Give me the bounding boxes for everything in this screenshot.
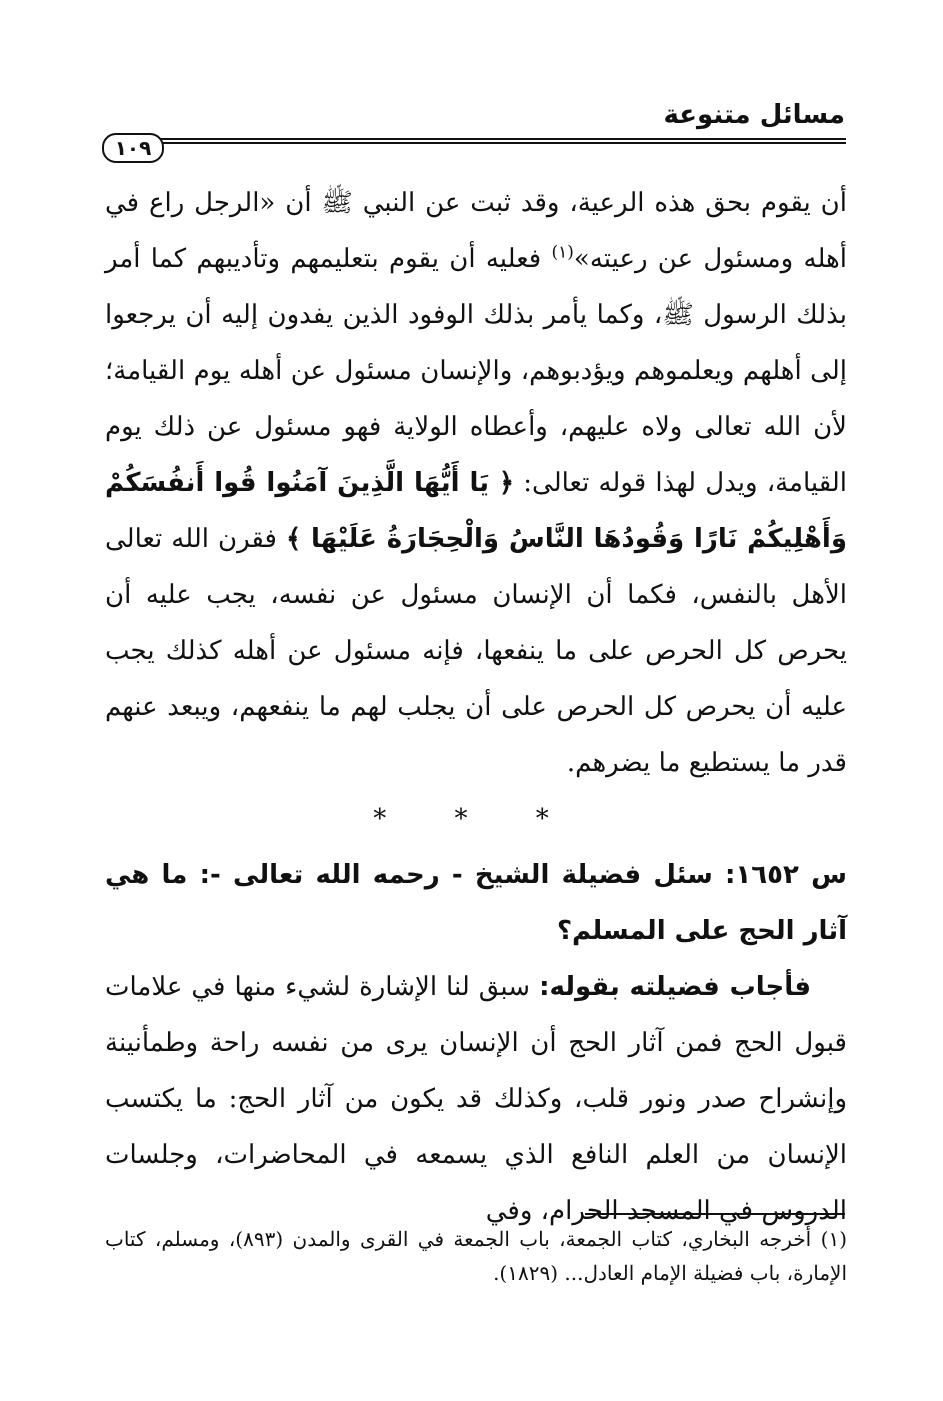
- quran-verse: ﴿ يَا أَيُّهَا الَّذِينَ آمَنُوا قُوا أَنفُسَكُمْ وَأَهْلِيكُمْ نَارًا وَقُودُهَا النَّاسُ وَالْحِجَارَةُ عَلَيْهَا ﴾: [105, 468, 847, 554]
- section-separator: * * *: [373, 804, 579, 834]
- answer-text: سبق لنا الإشارة لشيء منها في علامات قبول الحج فمن آثار الحج أن الإنسان يرى من نفسه راحة وطمأنينة وإنشراح صدر ونور قلب، وكذلك قد يكون من آثار الحج: ما يكتسب الإنسان من العلم النافع الذي يسمعه في المحاضرات، وجلسات الدروس في المسجد الحرام، وفي: [105, 972, 847, 1226]
- paragraph-1-text-b: فعليه أن يقوم بتعليمهم وتأديبهم كما أمر بذلك الرسول ﷺ، وكما يأمر بذلك الوفود الذين يفدون إليه أن يرجعوا إلى أهلهم ويعلموهم ويؤدبوهم، والإنسان مسئول عن أهله يوم القيامة؛ لأن الله تعالى ولاه عليهم، وأعطاه الولاية فهو مسئول عن ذلك يوم القيامة، ويدل لهذا قوله تعالى:: [105, 244, 848, 498]
- footnote-rule: [585, 1213, 845, 1215]
- question-heading: س ١٦٥٢: سئل فضيلة الشيخ - رحمه الله تعالى -: ما هي آثار الحج على المسلم؟: [105, 860, 847, 946]
- header-rule: [160, 138, 846, 144]
- main-text: [105, 175, 847, 1239]
- answer-paragraph: [105, 959, 847, 1239]
- running-title: مسائل متنوعة: [663, 100, 845, 130]
- page-number: ١٠٩: [102, 133, 164, 163]
- paragraph-1-text-c: فقرن الله تعالى الأهل بالنفس، فكما أن الإنسان مسئول عن نفسه، يجب عليه أن يحرص كل الحرص على ما ينفعها، فإنه مسئول عن أهله كذلك يجب عليه أن يحرص كل الحرص على أن يجلب لهم ما ينفعهم، ويبعد عنهم قدر ما يستطيع ما يضرهم.: [105, 524, 847, 778]
- footnote: [105, 1222, 847, 1290]
- footnote-reference: (١): [551, 242, 574, 263]
- paragraph-1-text-a: أن يقوم بحق هذه الرعية، وقد ثبت عن النبي ﷺ أن «الرجل راع في أهله ومسئول عن رعيته»: [105, 188, 847, 274]
- answer-lead: فأجاب فضيلته بقوله:: [539, 972, 811, 1002]
- footnote-text: (١) أخرجه البخاري، كتاب الجمعة، باب الجمعة في القرى والمدن (٨٩٣)، ومسلم، كتاب الإمارة، باب فضيلة الإمام العادل... (١٨٢٩).: [105, 1227, 847, 1285]
- paragraph-1: [105, 175, 847, 791]
